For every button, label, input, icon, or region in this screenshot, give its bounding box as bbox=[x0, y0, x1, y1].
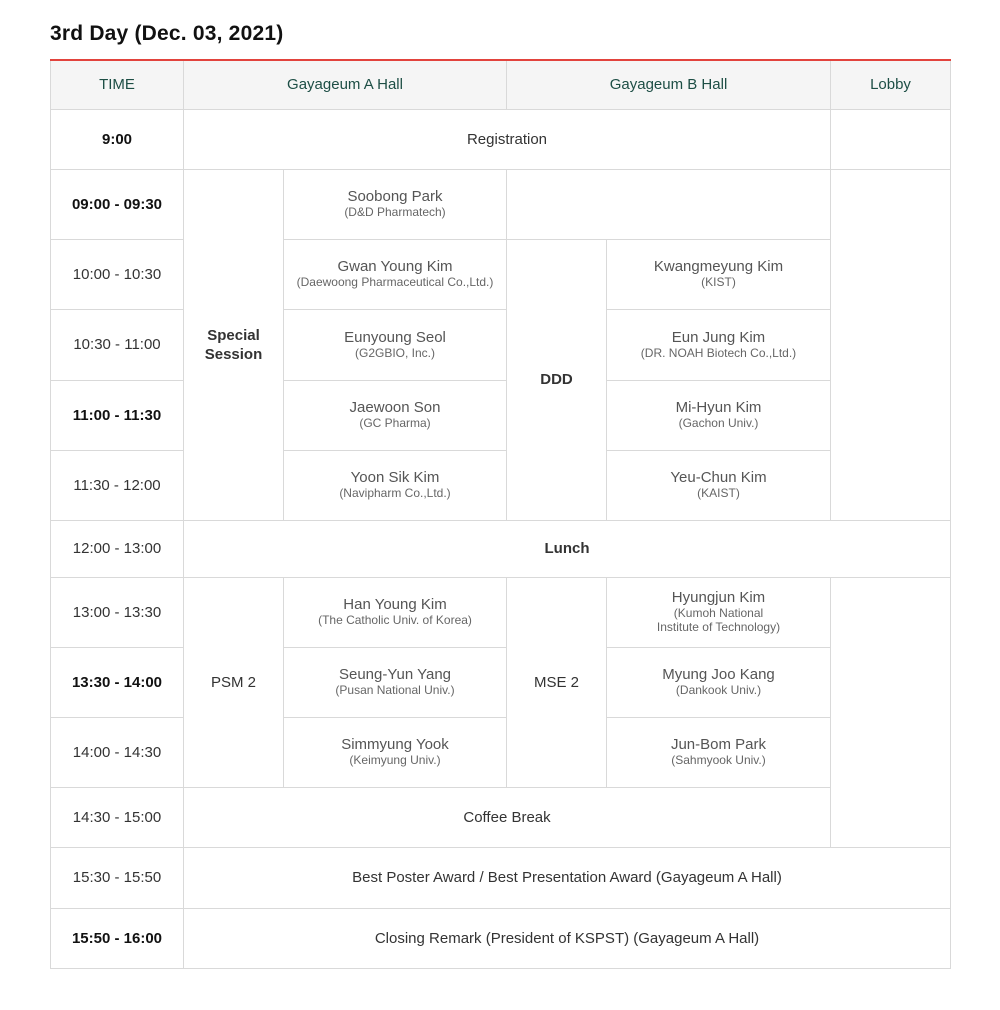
speaker-affiliation: (Keimyung Univ.) bbox=[349, 753, 441, 767]
time-cell: 11:30 - 12:00 bbox=[51, 450, 184, 520]
header-hall-a: Gayageum A Hall bbox=[184, 60, 507, 109]
speaker-cell bbox=[284, 647, 507, 717]
ddd-session-cell: DDD bbox=[507, 239, 607, 520]
speaker-affiliation: Institute of Technology) bbox=[656, 620, 781, 634]
speaker-name: Mi-Hyun Kim bbox=[675, 399, 762, 416]
lobby-cell bbox=[831, 169, 951, 520]
speaker-cell bbox=[284, 169, 507, 239]
time-cell: 13:00 - 13:30 bbox=[51, 577, 184, 647]
time-cell: 10:30 - 11:00 bbox=[51, 309, 184, 380]
speaker-affiliation: (Navipharm Co.,Ltd.) bbox=[339, 486, 451, 500]
table-row bbox=[51, 787, 951, 847]
time-cell: 09:00 - 09:30 bbox=[51, 169, 184, 239]
closing-remark-cell: Closing Remark (President of KSPST) (Gayageum A Hall) bbox=[184, 908, 951, 968]
speaker-name: Soobong Park bbox=[347, 188, 443, 205]
speaker-affiliation: (KIST) bbox=[701, 275, 736, 289]
speaker-affiliation: (Kumoh National bbox=[673, 606, 764, 620]
speaker-affiliation: (Dankook Univ.) bbox=[675, 683, 762, 697]
speaker-cell bbox=[607, 647, 831, 717]
table-row bbox=[51, 847, 951, 908]
speaker-name: Han Young Kim bbox=[343, 596, 447, 613]
special-session-cell bbox=[184, 169, 284, 520]
time-cell: 9:00 bbox=[51, 109, 184, 169]
award-cell: Best Poster Award / Best Presentation Award (Gayageum A Hall) bbox=[184, 847, 951, 908]
speaker-cell bbox=[607, 577, 831, 647]
speaker-cell bbox=[284, 239, 507, 309]
speaker-affiliation: (D&D Pharmatech) bbox=[344, 205, 446, 219]
table-row bbox=[51, 908, 951, 968]
speaker-affiliation: (The Catholic Univ. of Korea) bbox=[318, 613, 472, 627]
time-cell: 11:00 - 11:30 bbox=[51, 380, 184, 450]
registration-cell: Registration bbox=[184, 109, 831, 169]
speaker-cell bbox=[284, 309, 507, 380]
time-cell: 15:30 - 15:50 bbox=[51, 847, 184, 908]
lobby-cell bbox=[831, 109, 951, 169]
header-lobby: Lobby bbox=[831, 60, 951, 109]
page-title: 3rd Day (Dec. 03, 2021) bbox=[50, 22, 284, 45]
speaker-name: Yeu-Chun Kim bbox=[670, 469, 767, 486]
speaker-cell bbox=[284, 450, 507, 520]
session-label: Special bbox=[207, 326, 260, 344]
time-cell: 14:00 - 14:30 bbox=[51, 717, 184, 787]
speaker-cell bbox=[607, 717, 831, 787]
speaker-cell bbox=[607, 380, 831, 450]
speaker-name: Seung-Yun Yang bbox=[338, 666, 452, 683]
time-cell: 15:50 - 16:00 bbox=[51, 908, 184, 968]
speaker-name: Jun-Bom Park bbox=[670, 736, 767, 753]
lunch-cell: Lunch bbox=[184, 520, 951, 577]
speaker-name: Yoon Sik Kim bbox=[350, 469, 440, 486]
mse2-session-cell: MSE 2 bbox=[507, 577, 607, 787]
speaker-name: Myung Joo Kang bbox=[662, 666, 775, 683]
speaker-affiliation: (Pusan National Univ.) bbox=[335, 683, 455, 697]
speaker-name: Simmyung Yook bbox=[341, 736, 449, 753]
speaker-name: Gwan Young Kim bbox=[337, 258, 453, 275]
speaker-cell bbox=[284, 380, 507, 450]
table-row bbox=[51, 520, 951, 577]
time-cell: 13:30 - 14:00 bbox=[51, 647, 184, 717]
speaker-name: Hyungjun Kim bbox=[671, 589, 766, 606]
speaker-name: Kwangmeyung Kim bbox=[653, 258, 784, 275]
speaker-cell bbox=[284, 717, 507, 787]
time-cell: 10:00 - 10:30 bbox=[51, 239, 184, 309]
speaker-name: Jaewoon Son bbox=[349, 399, 441, 416]
speaker-affiliation: (Sahmyook Univ.) bbox=[671, 753, 766, 767]
time-cell: 12:00 - 13:00 bbox=[51, 520, 184, 577]
schedule-table bbox=[50, 59, 951, 969]
speaker-name: Eun Jung Kim bbox=[671, 328, 766, 346]
header-time: TIME bbox=[51, 60, 184, 109]
time-cell: 14:30 - 15:00 bbox=[51, 787, 184, 847]
table-row bbox=[51, 577, 951, 647]
speaker-cell bbox=[607, 450, 831, 520]
psm2-session-cell: PSM 2 bbox=[184, 577, 284, 787]
speaker-cell bbox=[607, 309, 831, 380]
speaker-affiliation: (Gachon Univ.) bbox=[678, 416, 759, 430]
table-row bbox=[51, 109, 951, 169]
speaker-affiliation: (KAIST) bbox=[697, 486, 740, 500]
session-label: Session bbox=[204, 345, 263, 363]
speaker-affiliation: (DR. NOAH Biotech Co.,Ltd.) bbox=[640, 345, 797, 360]
speaker-affiliation: (Daewoong Pharmaceutical Co.,Ltd.) bbox=[296, 275, 494, 289]
speaker-affiliation: (G2GBIO, Inc.) bbox=[354, 345, 435, 360]
table-row bbox=[51, 169, 951, 239]
table-header-row bbox=[51, 60, 951, 109]
speaker-cell bbox=[607, 239, 831, 309]
speaker-affiliation: (GC Pharma) bbox=[359, 416, 431, 430]
speaker-name: Eunyoung Seol bbox=[344, 328, 446, 346]
lobby-cell bbox=[831, 577, 951, 847]
header-hall-b: Gayageum B Hall bbox=[507, 60, 831, 109]
empty-cell bbox=[507, 169, 831, 239]
coffee-break-cell: Coffee Break bbox=[184, 787, 831, 847]
speaker-cell bbox=[284, 577, 507, 647]
